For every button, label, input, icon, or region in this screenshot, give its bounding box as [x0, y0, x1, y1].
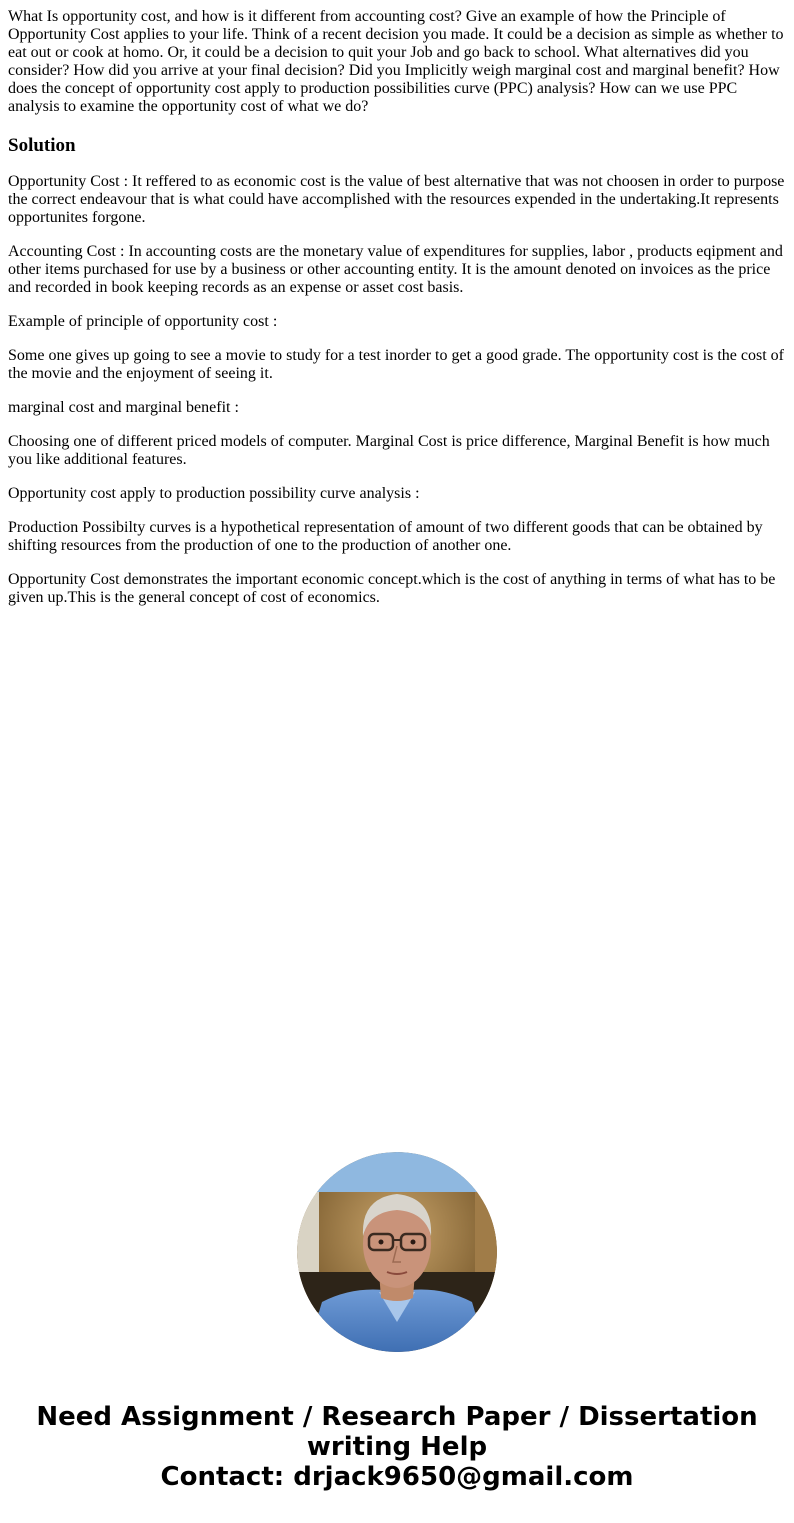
answer-paragraph-accounting-cost: Accounting Cost : In accounting costs are the monetary value of expenditures for supplies, labor , products eqipment and other items purchased for use by a business or other accounting entity. It is the amount denoted on invoices as the price and recorded in book keeping records as an expense or asset cost basis. [8, 243, 783, 296]
promo-text [0, 1402, 794, 1492]
answer-paragraph-ppc: Production Possibilty curves is a hypothetical representation of amount of two different goods that can be obtained by shifting resources from the production of one to the production of another one. [8, 519, 763, 554]
promo-contact-line: Contact: drjack9650@gmail.com [160, 1462, 634, 1492]
answer-paragraph-example-heading: Example of principle of opportunity cost : [8, 313, 278, 330]
answer-paragraph-marginal: Choosing one of different priced models of computer. Marginal Cost is price difference, Marginal Benefit is how much you like additional features. [8, 433, 770, 468]
question-text: What Is opportunity cost, and how is it different from accounting cost? Give an example of how the Principle of Opportunity Cost applies to your life. Think of a recent decision you made. It could be a decision as simple as whether to eat out or cook at homo. Or, it could be a decision to quit your Job and go back to school. What alternatives did you consider? How did you arrive at your final decision? Did you Implicitly weigh marginal cost and marginal benefit? How does the concept of opportunity cost apply to production possibilities curve (PPC) analysis? How can we use PPC analysis to examine the opportunity cost of what we do? [8, 8, 784, 115]
answer-paragraph-conclusion: Opportunity Cost demonstrates the important economic concept.which is the cost of anything in terms of what has to be given up.This is the general concept of cost of economics. [8, 571, 776, 606]
avatar [297, 1152, 497, 1352]
promo-footer [0, 1152, 794, 1492]
answer-paragraph-opportunity-cost: Opportunity Cost : It reffered to as economic cost is the value of best alternative that was not choosen in order to purpose the correct endeavour that is what could have accomplished with the resources expended in the undertaking.It represents opportunites forgone. [8, 173, 785, 226]
solution-heading: Solution [8, 135, 76, 156]
promo-help-line: Need Assignment / Research Paper / Dissertation writing Help [36, 1402, 758, 1462]
answer-paragraph-marginal-heading: marginal cost and marginal benefit : [8, 399, 239, 416]
answer-paragraph-ppc-heading: Opportunity cost apply to production possibility curve analysis : [8, 485, 420, 502]
answer-paragraph-example: Some one gives up going to see a movie to study for a test inorder to get a good grade. The opportunity cost is the cost of the movie and the enjoyment of seeing it. [8, 347, 784, 382]
document-content [0, 0, 794, 607]
